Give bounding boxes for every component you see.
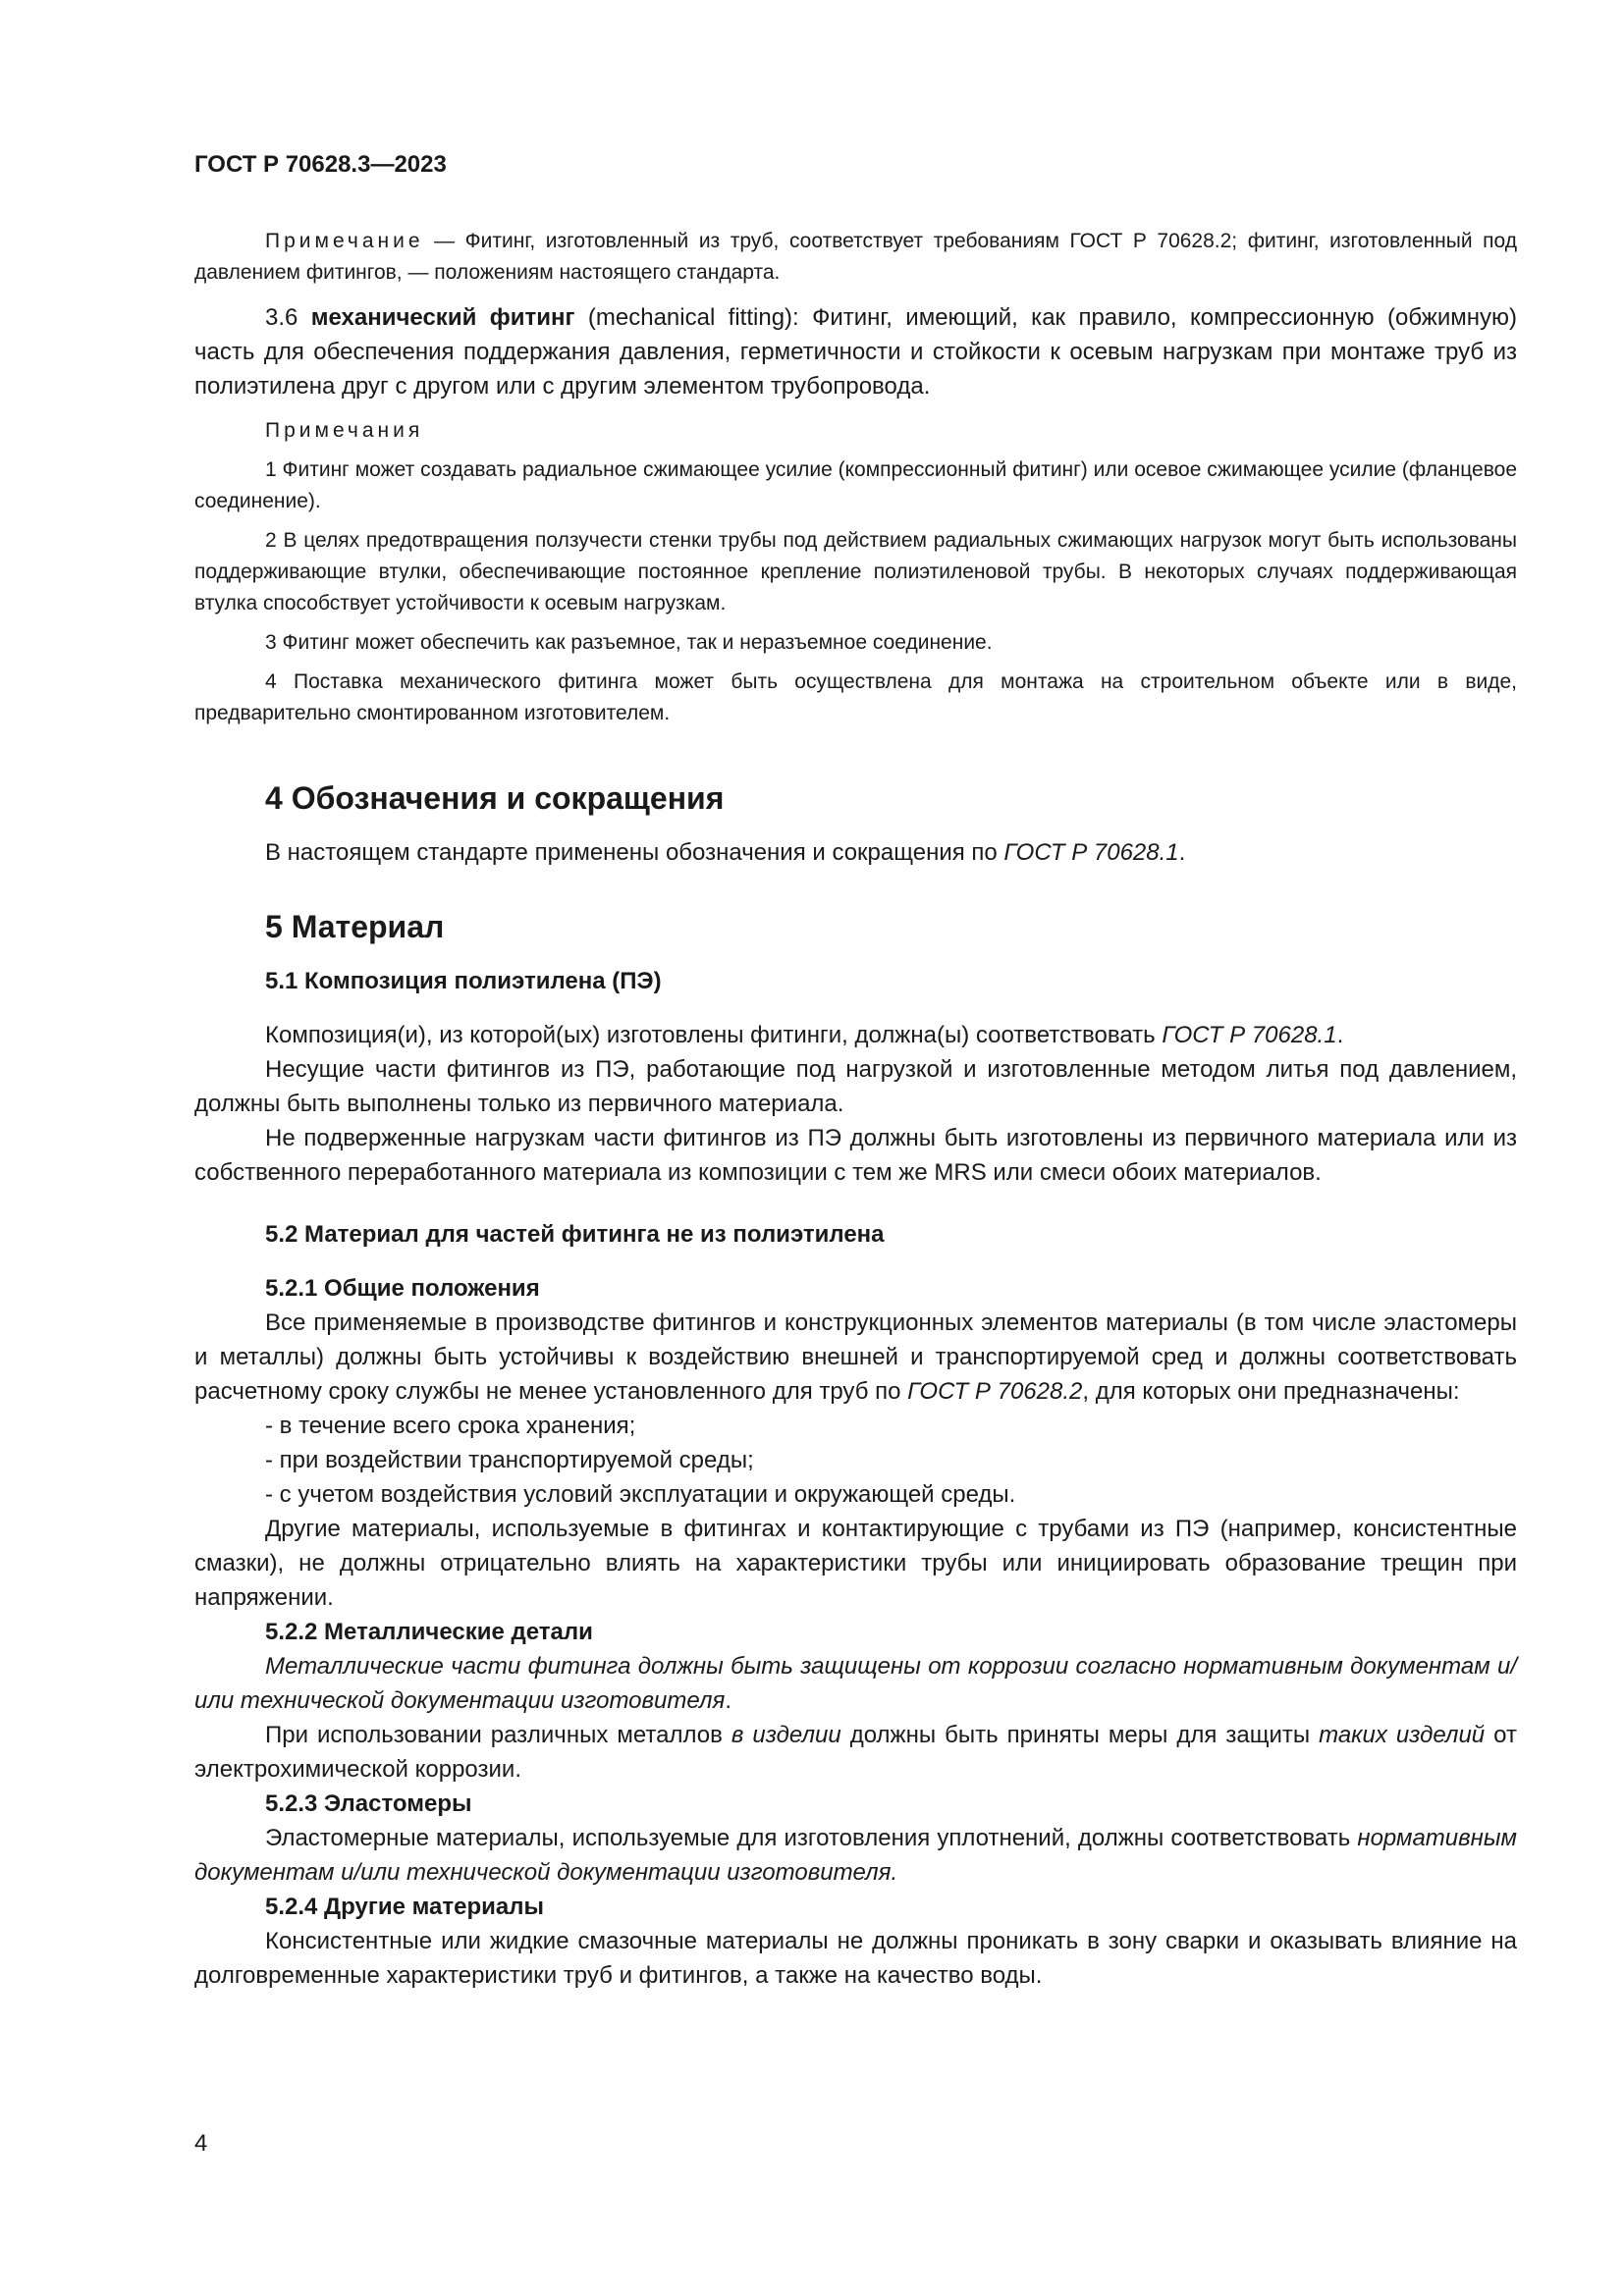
reference-link: ГОСТ Р 70628.1 xyxy=(1162,1022,1337,1048)
term-definition-3-6 xyxy=(194,300,1517,403)
section-5-2-2-paragraph-1: Металлические части фитинга должны быть защищены от коррозии согласно нормативным документам и/или технической документации изготовителя. xyxy=(194,1653,1517,1714)
section-5-1-heading: 5.1 Композиция полиэтилена (ПЭ) xyxy=(265,968,662,994)
note-text: — Фитинг, изготовленный из труб, соответствует требованиям ГОСТ Р 70628.2; фитинг, изготовленный под давлением фитингов, — положениям настоящего стандарта. xyxy=(194,230,1517,284)
note-item-4: 4 Поставка механического фитинга может быть осуществлена для монтажа на строительном объекте или в виде, предварительно смонтированном изготовителем. xyxy=(194,670,1517,724)
note-label: Примечание xyxy=(265,230,424,252)
section-5-1-paragraph-1: Композиция(и), из которой(ых) изготовлены фитинги, должна(ы) соответствовать ГОСТ Р 70628.1. xyxy=(265,1022,1344,1048)
section-5-2-1-paragraph-2: Другие материалы, используемые в фитингах и контактирующие с трубами из ПЭ (например, консистентные смазки), не должны отрицательно влиять на характеристики трубы или инициировать образование трещин при напряжении. xyxy=(194,1516,1517,1611)
section-5-2-1-heading: 5.2.1 Общие положения xyxy=(265,1275,540,1302)
document-page xyxy=(194,0,1517,2296)
notes-heading: Примечания xyxy=(265,419,424,442)
section-5-2-1-paragraph-1: Все применяемые в производстве фитингов и конструкционных элементов материалы (в том числе эластомеры и металлы) должны быть устойчивы к воздействию внешней и транспортируемой сред и должны соответствовать расчетному сроку службы не менее установленного для труб по ГОСТ Р 70628.2, для которых они предназначены: xyxy=(194,1309,1517,1405)
section-5-heading: 5 Материал xyxy=(265,909,445,944)
note-item-2: 2 В целях предотвращения ползучести стенки трубы под действием радиальных сжимающих нагрузок могут быть использованы поддерживающие втулки, обеспечивающие постоянное крепление полиэтиленовой трубы. В некоторых случаях поддерживающая втулка способствует устойчивости к осевым нагрузкам. xyxy=(194,529,1517,614)
section-5-2-heading: 5.2 Материал для частей фитинга не из полиэтилена xyxy=(265,1221,885,1248)
list-item: - при воздействии транспортируемой среды; xyxy=(265,1447,754,1473)
term-definition-text: (mechanical fitting): Фитинг, имеющий, как правило, компрессионную (обжимную) часть для обеспечения поддержания давления, герметичности и стойкости к осевым нагрузкам при монтаже труб из полиэтилена друг с другом или с другим элементом трубопровода. xyxy=(194,304,1517,400)
note-fitting-from-pipes xyxy=(194,226,1517,289)
section-5-2-3-heading: 5.2.3 Эластомеры xyxy=(265,1790,472,1817)
list-item: - в течение всего срока хранения; xyxy=(265,1413,636,1439)
page-content xyxy=(194,226,1517,1993)
reference-link: ГОСТ Р 70628.1 xyxy=(1003,839,1179,866)
section-4-paragraph: В настоящем стандарте применены обозначения и сокращения по ГОСТ Р 70628.1. xyxy=(265,839,1186,866)
term-number: 3.6 xyxy=(265,304,311,331)
section-5-1-paragraph-3: Не подверженные нагрузкам части фитингов из ПЭ должны быть изготовлены из первичного материала или из собственного переработанного материала из композиции с тем же MRS или смеси обоих материалов. xyxy=(194,1125,1517,1186)
section-5-2-2-paragraph-2: При использовании различных металлов в изделии должны быть приняты меры для защиты таких изделий от электрохимической коррозии. xyxy=(194,1722,1517,1783)
term-name: механический фитинг xyxy=(310,304,575,331)
section-5-2-2-heading: 5.2.2 Металлические детали xyxy=(265,1619,593,1645)
note-item-3: 3 Фитинг может обеспечить как разъемное, так и неразъемное соединение. xyxy=(265,631,993,654)
list-item: - с учетом воздействия условий эксплуатации и окружающей среды. xyxy=(265,1481,1016,1508)
section-4-heading: 4 Обозначения и сокращения xyxy=(265,780,725,816)
running-header: ГОСТ Р 70628.3—2023 xyxy=(194,151,447,178)
page-number: 4 xyxy=(194,2130,208,2157)
section-5-2-3-paragraph: Эластомерные материалы, используемые для изготовления уплотнений, должны соответствовать нормативным документам и/или технической документации изготовителя. xyxy=(194,1825,1517,1886)
section-5-1-paragraph-2: Несущие части фитингов из ПЭ, работающие под нагрузкой и изготовленные методом литья под давлением, должны быть выполнены только из первичного материала. xyxy=(194,1056,1517,1117)
section-5-2-4-paragraph: Консистентные или жидкие смазочные материалы не должны проникать в зону сварки и оказывать влияние на долговременные характеристики труб и фитингов, а также на качество воды. xyxy=(194,1928,1517,1989)
section-5-2-4-heading: 5.2.4 Другие материалы xyxy=(265,1894,544,1920)
reference-link: ГОСТ Р 70628.2 xyxy=(907,1378,1083,1405)
note-item-1: 1 Фитинг может создавать радиальное сжимающее усилие (компрессионный фитинг) или осевое сжимающее усилие (фланцевое соединение). xyxy=(194,458,1517,512)
